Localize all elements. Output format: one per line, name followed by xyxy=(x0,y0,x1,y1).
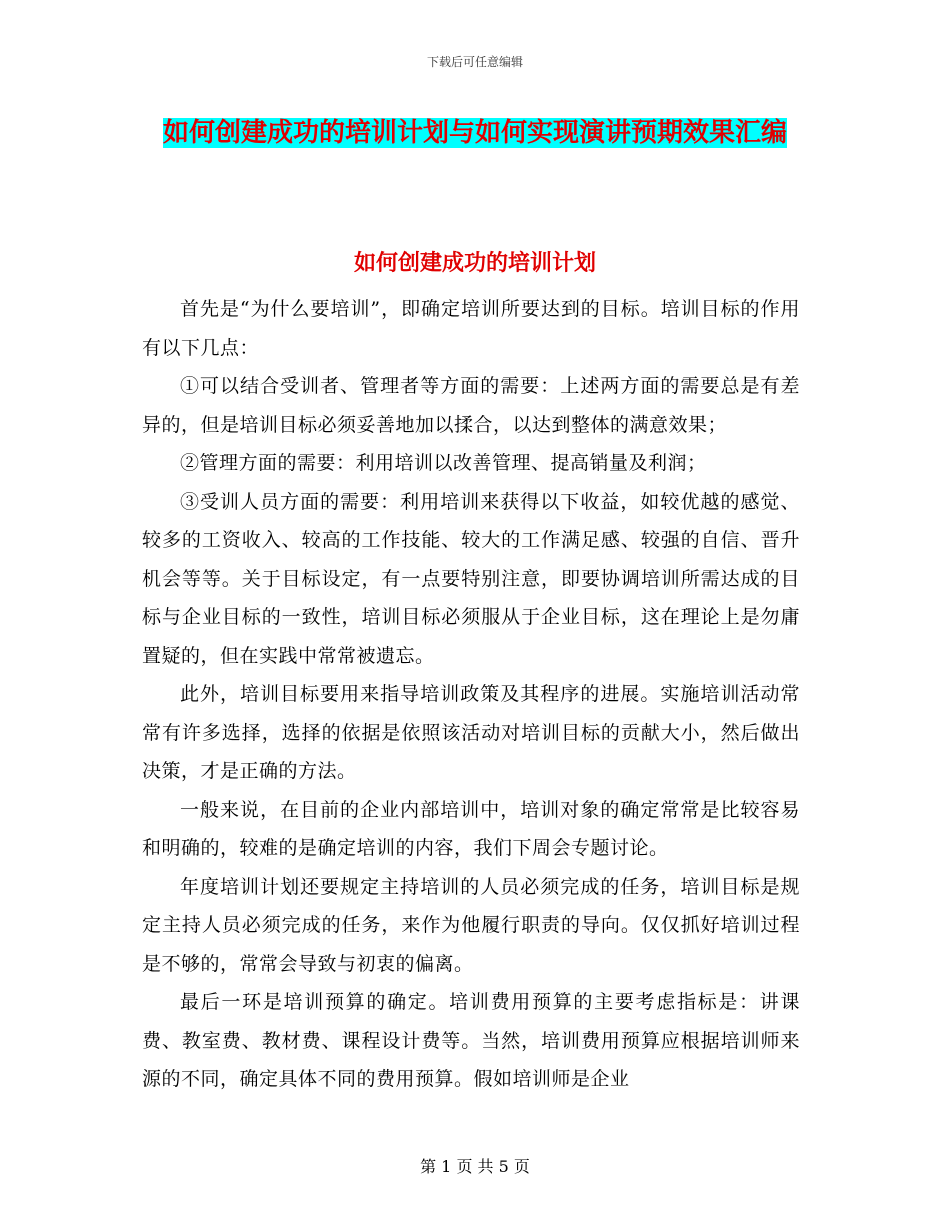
paragraph: 最后一环是培训预算的确定。培训费用预算的主要考虑指标是：讲课费、教室费、教材费、课程设计费等。当然，培训费用预算应根据培训师来源的不同，确定具体不同的费用预算。假如培训师是企业 xyxy=(142,991,800,1090)
paragraph: ①可以结合受训者、管理者等方面的需要：上述两方面的需要总是有差异的，但是培训目标必须妥善地加以揉合，以达到整体的满意效果； xyxy=(142,375,800,436)
paragraph: ③受训人员方面的需要：利用培训来获得以下收益，如较优越的感觉、较多的工资收入、较高的工作技能、较大的工作满足感、较强的自信、晋升机会等等。关于目标设定，有一点要特别注意，即要协调培训所需达成的目标与企业目标的一致性，培训目标必须服从于企业目标，这在理论上是勿庸置疑的，但在实践中常常被遗忘。 xyxy=(142,490,800,667)
document-title xyxy=(150,108,800,158)
header-note: 下载后可任意编辑 xyxy=(426,55,523,69)
paragraph: 此外，培训目标要用来指导培训政策及其程序的进展。实施培训活动常常有许多选择，选择的依据是依照该活动对培训目标的贡献大小，然后做出决策，才是正确的方法。 xyxy=(142,683,800,782)
section-title: 如何创建成功的培训计划 xyxy=(353,251,596,276)
paragraph: 首先是“为什么要培训”，即确定培训所要达到的目标。培训目标的作用有以下几点： xyxy=(142,298,800,359)
paragraph: ②管理方面的需要：利用培训以改善管理、提高销量及利润； xyxy=(180,452,707,474)
document-body xyxy=(142,290,800,1099)
document-title-text: 如何创建成功的培训计划与如何实现演讲预期效果汇编 xyxy=(162,118,787,148)
paragraph: 一般来说，在目前的企业内部培训中，培训对象的确定常常是比较容易和明确的，较难的是确定培训的内容，我们下周会专题讨论。 xyxy=(142,798,800,859)
paragraph: 年度培训计划还要规定主持培训的人员必须完成的任务，培训目标是规定主持人员必须完成的任务，来作为他履行职责的导向。仅仅抓好培训过程是不够的，常常会导致与初衷的偏离。 xyxy=(142,875,800,975)
page-number-footer: 第 1 页 共 5 页 xyxy=(420,1157,530,1176)
